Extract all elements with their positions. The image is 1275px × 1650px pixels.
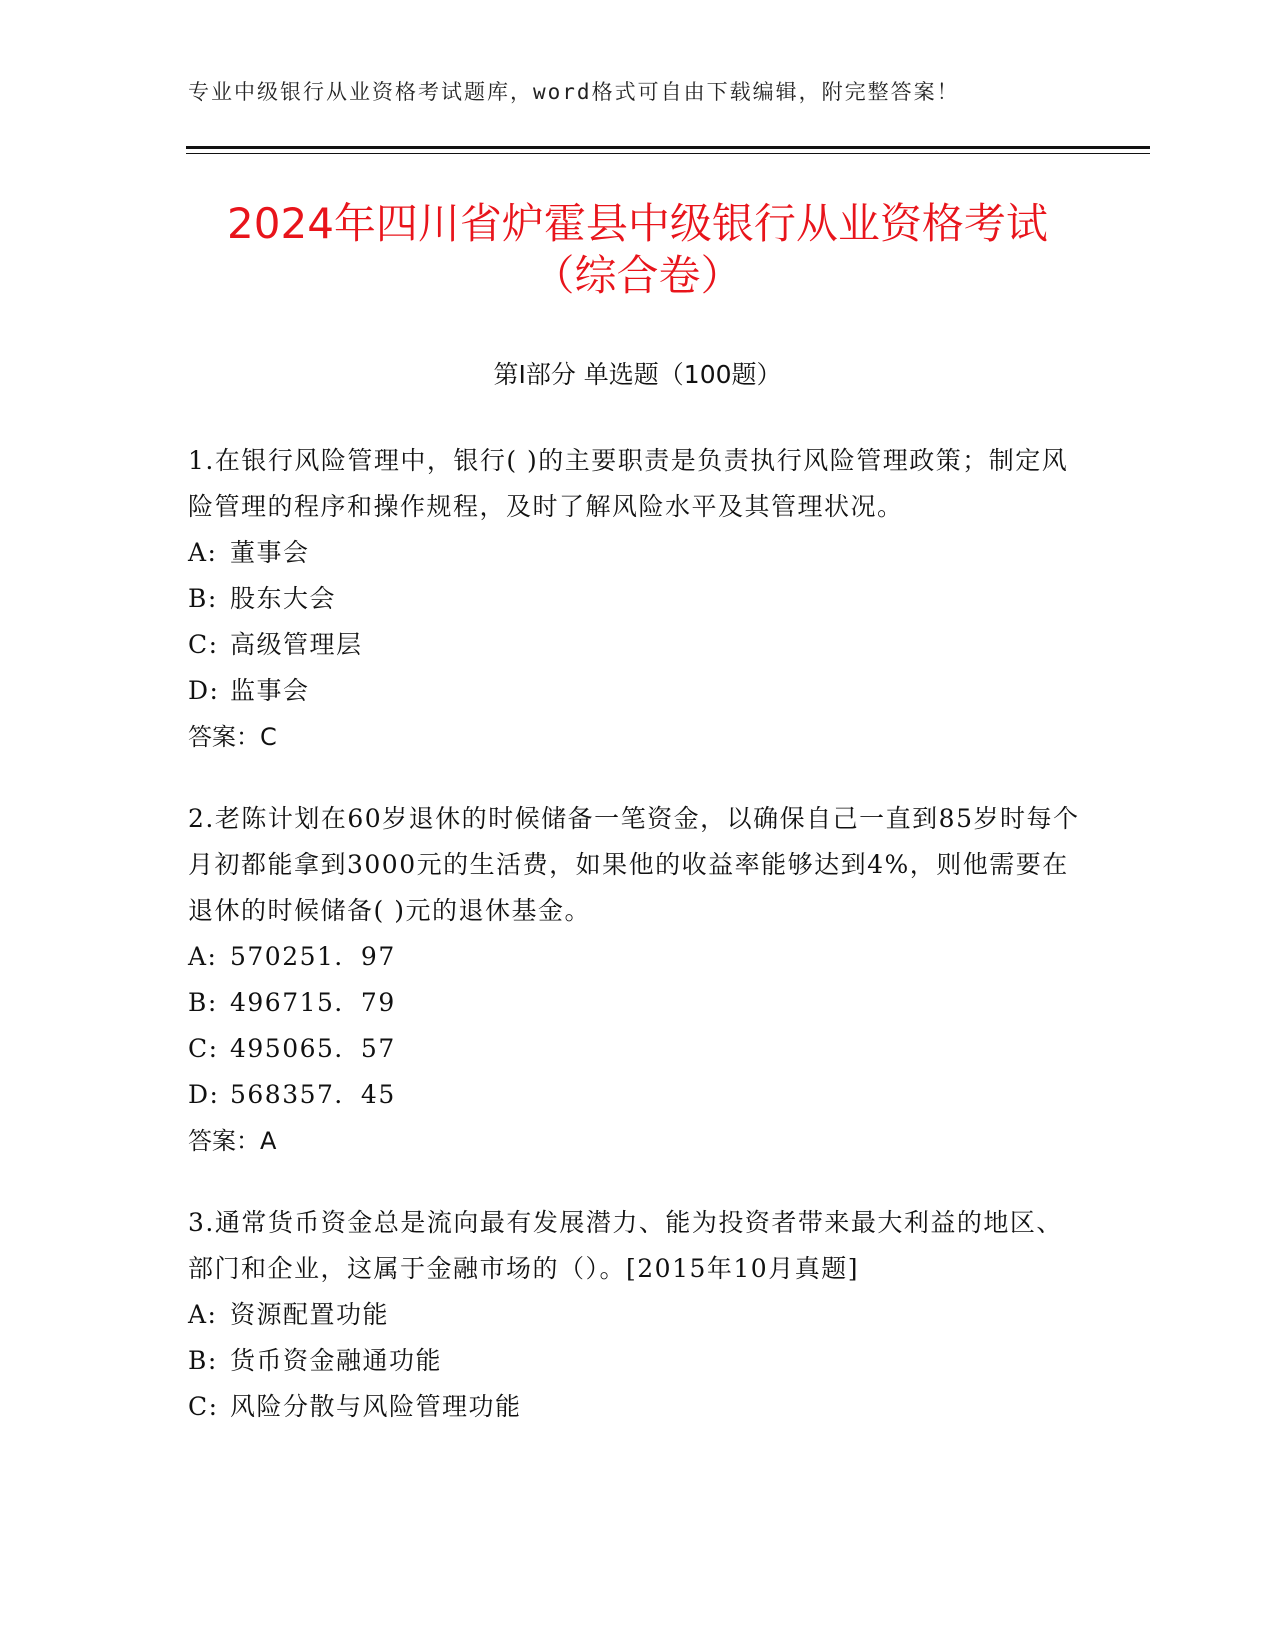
option-key: D: bbox=[188, 676, 220, 705]
header-note: 专业中级银行从业资格考试题库，word格式可自由下载编辑，附完整答案！ bbox=[188, 80, 960, 104]
question-stem: 2.老陈计划在60岁退休的时候储备一笔资金，以确保自己一直到85岁时每个月初都能拿到3000元的生活费，如果他的收益率能够达到4%，则他需要在退休的时候储备( )元的退休基金。 bbox=[188, 804, 1080, 925]
option-text: 货币资金融通功能 bbox=[230, 1346, 443, 1375]
option-text: 董事会 bbox=[230, 538, 310, 567]
header-rule-thin bbox=[186, 153, 1150, 154]
header-rule-thick bbox=[186, 146, 1150, 149]
title-line-1: 2024年四川省炉霍县中级银行从业资格考试 bbox=[227, 199, 1048, 248]
option-d bbox=[188, 668, 1088, 714]
option-text: 570251．97 bbox=[230, 942, 396, 971]
question-1 bbox=[188, 438, 1088, 760]
document-title bbox=[0, 198, 1275, 302]
option-a bbox=[188, 934, 1088, 980]
option-b bbox=[188, 980, 1088, 1026]
option-key: C: bbox=[188, 630, 219, 659]
option-text: 股东大会 bbox=[230, 584, 337, 613]
option-text: 资源配置功能 bbox=[230, 1300, 390, 1329]
question-2 bbox=[188, 796, 1088, 1164]
section-title: 第Ⅰ部分 单选题（100题） bbox=[493, 360, 782, 389]
option-text: 监事会 bbox=[230, 676, 310, 705]
option-c bbox=[188, 1384, 1088, 1430]
option-key: B: bbox=[188, 988, 218, 1017]
option-text: 496715．79 bbox=[230, 988, 396, 1017]
option-a bbox=[188, 530, 1088, 576]
question-stem: 1.在银行风险管理中，银行( )的主要职责是负责执行风险管理政策；制定风险管理的程序和操作规程，及时了解风险水平及其管理状况。 bbox=[188, 446, 1069, 521]
answer: 答案：A bbox=[188, 1127, 277, 1155]
question-3 bbox=[188, 1200, 1088, 1430]
option-key: C: bbox=[188, 1392, 219, 1421]
option-text: 高级管理层 bbox=[230, 630, 363, 659]
option-key: D: bbox=[188, 1080, 220, 1109]
question-list bbox=[188, 438, 1088, 1466]
option-key: A: bbox=[188, 538, 218, 567]
option-key: B: bbox=[188, 584, 218, 613]
option-c bbox=[188, 1026, 1088, 1072]
option-d bbox=[188, 1072, 1088, 1118]
answer: 答案：C bbox=[188, 723, 277, 751]
option-a bbox=[188, 1292, 1088, 1338]
option-text: 风险分散与风险管理功能 bbox=[230, 1392, 522, 1421]
title-line-2: （综合卷） bbox=[532, 251, 743, 300]
option-text: 568357．45 bbox=[230, 1080, 396, 1109]
question-stem: 3.通常货币资金总是流向最有发展潜力、能为投资者带来最大利益的地区、部门和企业，这属于金融市场的（）。[2015年10月真题] bbox=[188, 1208, 1063, 1283]
option-b bbox=[188, 1338, 1088, 1384]
option-b bbox=[188, 576, 1088, 622]
option-key: B: bbox=[188, 1346, 218, 1375]
option-c bbox=[188, 622, 1088, 668]
option-key: A: bbox=[188, 942, 218, 971]
option-key: C: bbox=[188, 1034, 219, 1063]
option-text: 495065．57 bbox=[230, 1034, 396, 1063]
option-key: A: bbox=[188, 1300, 218, 1329]
